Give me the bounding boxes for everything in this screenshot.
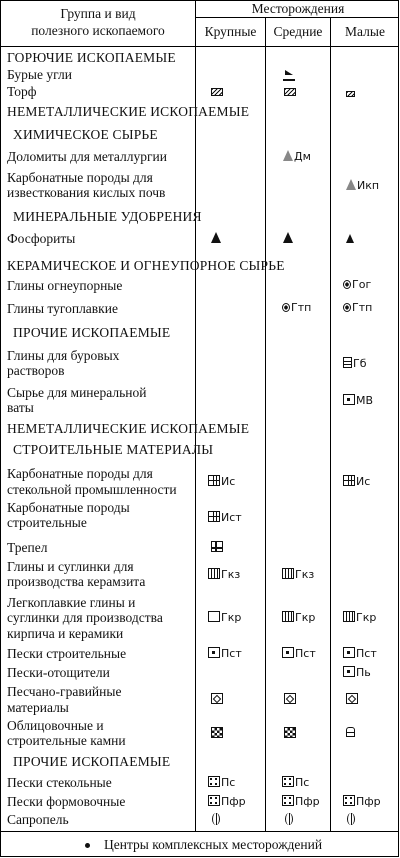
row-keramzit-2: производства керамзита	[7, 574, 146, 589]
deposits-header: Месторождения	[251, 1, 345, 16]
row-building-carbonate-2: строительные	[7, 515, 87, 530]
brick-clay-medium-symbol: Гкр	[282, 611, 315, 624]
glass-sand-large-symbol: Пс	[208, 776, 235, 789]
triangle-icon	[211, 232, 221, 243]
brick-clay-large-symbol: Гкр	[208, 611, 241, 624]
open-box-icon	[208, 611, 220, 622]
row-carbonate-soil-2: известкования кислых почв	[7, 185, 166, 200]
col-divider	[195, 1, 196, 831]
dotted-box-icon	[282, 647, 294, 658]
keramzit-large-symbol: Гкз	[208, 568, 240, 581]
small-column-header: Малые	[345, 24, 385, 39]
row-molding-sand: Пески формовочные	[7, 794, 126, 809]
row-sand-gravel-1: Песчано-гравийные	[7, 684, 122, 699]
section-building: СТРОИТЕЛЬНЫЕ МАТЕРИАЛЫ	[13, 442, 214, 457]
building-sand-large-symbol: Пст	[208, 647, 242, 660]
clay-refractory-small-symbol: Гог	[343, 279, 371, 291]
row-mineral-wool-2: ваты	[7, 400, 34, 415]
peat-small-symbol	[346, 87, 356, 99]
circle-icon	[343, 303, 351, 312]
row-sand-gravel-2: материалы	[7, 700, 69, 715]
sapropel-icon	[212, 813, 220, 825]
row-glass-carbonate-1: Карбонатные породы для	[7, 466, 153, 481]
flag-hatched-icon	[283, 68, 295, 81]
carbonate-soil-small-symbol: Икп	[346, 179, 379, 192]
drilling-clay-small-symbol: Гб	[343, 357, 367, 370]
sapropel-icon	[347, 813, 355, 825]
header-divider	[195, 17, 399, 18]
row-carbonate-soil-1: Карбонатные породы для	[7, 170, 153, 185]
clay-hardmelting-small-symbol: Гтп	[343, 302, 372, 314]
keramzit-medium-symbol: Гкз	[282, 568, 314, 581]
diamond-box-icon	[284, 693, 296, 704]
mineral-wool-small-symbol: МВ	[343, 394, 373, 407]
row-clay-refractory: Глины огнеупорные	[7, 278, 123, 293]
dotted-box-icon	[343, 647, 355, 658]
section-other-1: ПРОЧИЕ ИСКОПАЕМЫЕ	[13, 325, 171, 340]
dotted-box-icon	[208, 647, 220, 658]
section-nonmetal-2: НЕМЕТАЛЛИЧЕСКИЕ ИСКОПАЕМЫЕ	[7, 421, 250, 436]
peat-medium-symbol	[284, 85, 297, 98]
dotted-triangle-icon	[346, 179, 356, 190]
lined-box-icon	[343, 357, 352, 368]
striped-box-icon	[282, 568, 294, 579]
dotted-box-icon	[343, 795, 355, 806]
peat-large-symbol	[211, 85, 224, 98]
striped-box-icon	[343, 611, 355, 622]
sand-gravel-large-symbol	[211, 693, 224, 706]
facing-stone-small-symbol	[346, 727, 356, 739]
phosphorite-small-symbol	[346, 233, 355, 245]
dotted-box-icon	[343, 666, 355, 677]
sapropel-small-symbol	[347, 813, 356, 827]
brick-grid-icon	[208, 511, 220, 522]
row-brick-clay-1: Легкоплавкие глины и	[7, 595, 136, 610]
phosphorite-medium-symbol	[283, 232, 294, 245]
row-mineral-wool-1: Сырье для минеральной	[7, 385, 147, 400]
row-brick-clay-3: кирпича и керамики	[7, 626, 124, 641]
brick-clay-small-symbol: Гкр	[343, 611, 376, 624]
tripel-large-symbol	[211, 541, 224, 554]
row-phosphorites: Фосфориты	[7, 231, 76, 246]
complex-center-dot-icon	[85, 843, 90, 848]
dotted-box-icon	[282, 776, 294, 787]
row-lean-sand: Пески-отощители	[7, 665, 110, 680]
large-column-header: Крупные	[204, 24, 257, 39]
row-drilling-clay-1: Глины для буровых	[7, 348, 120, 363]
col-divider	[330, 18, 331, 831]
section-other-2: ПРОЧИЕ ИСКОПАЕМЫЕ	[13, 754, 171, 769]
triangle-icon	[283, 232, 293, 243]
footer-centers-label: Центры комплексных месторождений	[104, 837, 323, 852]
striped-box-icon	[282, 611, 294, 622]
striped-box-icon	[208, 568, 220, 579]
row-keramzit-1: Глины и суглинки для	[7, 559, 134, 574]
brick-grid-icon	[208, 475, 220, 486]
row-dolomite: Доломиты для металлургии	[7, 149, 167, 164]
row-brick-clay-2: суглинки для производства	[7, 610, 163, 625]
row-facing-stone-1: Облицовочные и	[7, 718, 104, 733]
glass-sand-medium-symbol: Пс	[282, 776, 309, 789]
row-building-carbonate-1: Карбонатные породы	[7, 500, 130, 515]
header-bottom	[1, 46, 399, 47]
triangle-icon	[346, 234, 354, 243]
dotted-triangle-icon	[283, 150, 293, 161]
row-brown-coal: Бурые угли	[7, 67, 72, 82]
hatched-rectangle-icon	[284, 88, 296, 96]
checkered-box-icon	[211, 727, 223, 738]
section-fertilizers: МИНЕРАЛЬНЫЕ УДОБРЕНИЯ	[13, 209, 202, 224]
arched-box-icon	[346, 727, 355, 737]
row-peat: Торф	[7, 84, 37, 99]
facing-stone-medium-symbol	[284, 727, 297, 740]
lean-sand-small-symbol: Пь	[343, 666, 371, 679]
brown-coal-medium-symbol	[283, 68, 296, 83]
dolomite-medium-symbol: Дм	[283, 150, 311, 163]
glass-carbonate-small-symbol: Ис	[343, 475, 370, 488]
molding-sand-small-symbol: Пфр	[343, 795, 381, 808]
sand-gravel-small-symbol	[346, 693, 359, 706]
dotted-box-icon	[282, 795, 294, 806]
hatched-rectangle-icon	[211, 88, 223, 96]
diamond-box-icon	[346, 693, 358, 704]
sapropel-large-symbol	[212, 813, 221, 827]
footer-divider	[1, 831, 399, 832]
sapropel-icon	[285, 813, 293, 825]
circle-icon	[282, 303, 290, 312]
row-sapropel: Сапропель	[7, 812, 69, 827]
glass-carbonate-large-symbol: Ис	[208, 475, 235, 488]
facing-stone-large-symbol	[211, 727, 224, 740]
brick-grid-icon	[343, 475, 355, 486]
sand-gravel-medium-symbol	[284, 693, 297, 706]
building-sand-small-symbol: Пст	[343, 647, 377, 660]
row-clay-hardmelting: Глины тугоплавкие	[7, 301, 118, 316]
molding-sand-large-symbol: Пфр	[208, 795, 246, 808]
section-chemical: ХИМИЧЕСКОЕ СЫРЬЕ	[13, 127, 158, 142]
section-nonmetal: НЕМЕТАЛЛИЧЕСКИЕ ИСКОПАЕМЫЕ	[7, 104, 250, 119]
col-divider	[265, 18, 266, 831]
phosphorite-large-symbol	[211, 232, 222, 245]
row-facing-stone-2: строительные камни	[7, 733, 126, 748]
medium-column-header: Средние	[273, 24, 323, 39]
hatched-rectangle-icon	[346, 91, 355, 97]
half-filled-box-icon	[211, 541, 223, 552]
diamond-box-icon	[211, 693, 223, 704]
row-tripel: Трепел	[7, 540, 48, 555]
section-ceramic: КЕРАМИЧЕСКОЕ И ОГНЕУПОРНОЕ СЫРЬЕ	[7, 258, 285, 273]
building-sand-medium-symbol: Пст	[282, 647, 316, 660]
dotted-box-icon	[208, 795, 220, 806]
dotted-box-icon	[343, 394, 355, 405]
row-drilling-clay-2: растворов	[7, 363, 65, 378]
circle-icon	[343, 280, 351, 289]
group-header-line2: полезного ископаемого	[31, 23, 165, 38]
checkered-box-icon	[284, 727, 296, 738]
row-glass-sand: Пески стекольные	[7, 775, 112, 790]
section-fuel: ГОРЮЧИЕ ИСКОПАЕМЫЕ	[7, 50, 176, 65]
group-header-line1: Группа и вид	[60, 6, 136, 21]
building-carbonate-large-symbol: Ист	[208, 511, 242, 524]
row-glass-carbonate-2: стекольной промышленности	[7, 482, 177, 497]
row-building-sand: Пески строительные	[7, 646, 127, 661]
dotted-box-icon	[208, 776, 220, 787]
molding-sand-medium-symbol: Пфр	[282, 795, 320, 808]
clay-hardmelting-medium-symbol: Гтп	[282, 302, 311, 314]
sapropel-medium-symbol	[285, 813, 294, 827]
